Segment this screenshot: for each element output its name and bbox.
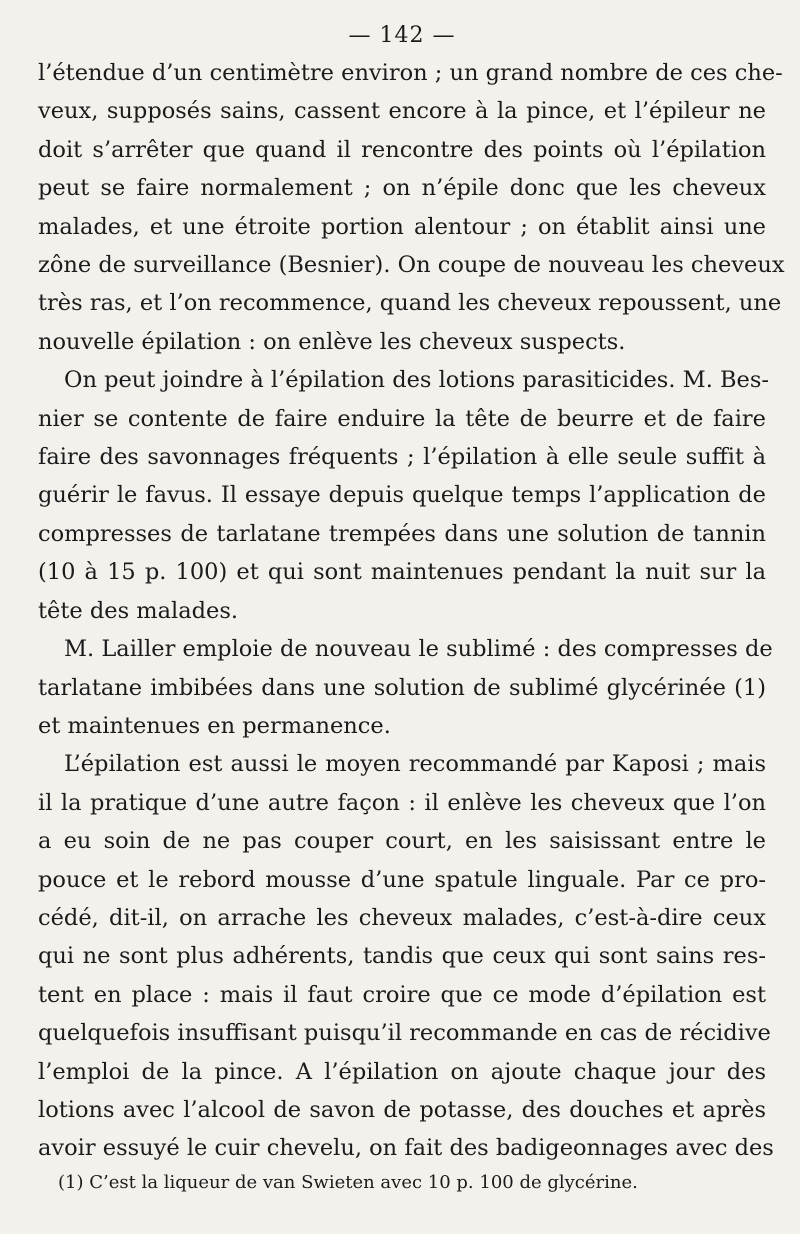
text-line: doit s’arrêter que quand il rencontre des points où l’épilation — [38, 136, 766, 163]
text-line: veux, supposés sains, cassent encore à la pince, et l’épileur ne — [38, 98, 766, 125]
text-line: tête des malades. — [38, 597, 239, 624]
text-line: malades, et une étroite portion alentour ; on établit ainsi une — [38, 213, 766, 240]
text-line: l’emploi de la pince. A l’épilation on ajoute chaque jour des — [38, 1058, 766, 1085]
text-line: faire des savonnages fréquents ; l’épilation à elle seule suffit à — [38, 444, 766, 471]
text-line: L’épilation est aussi le moyen recommandé par Kaposi ; mais — [64, 751, 766, 778]
text-line: qui ne sont plus adhérents, tandis que ceux qui sont sains res- — [38, 943, 766, 970]
paragraph — [38, 54, 785, 361]
text-line: a eu soin de ne pas couper court, en les saisissant entre le — [38, 828, 766, 855]
text-line: pouce et le rebord mousse d’une spatule linguale. Par ce pro- — [38, 866, 766, 893]
text-line: nier se contente de faire enduire la tête de beurre et de faire — [38, 405, 766, 432]
paragraph — [38, 630, 773, 745]
text-line: tarlatane imbibées dans une solution de sublimé glycérinée (1) — [38, 674, 766, 701]
text-line: peut se faire normalement ; on n’épile donc que les cheveux — [38, 175, 766, 202]
paragraph — [38, 745, 774, 1167]
text-line: l’étendue d’un centimètre environ ; un grand nombre de ces che- — [38, 60, 783, 86]
text-line: compresses de tarlatane trempées dans une solution de tannin — [38, 520, 766, 547]
paragraph — [38, 361, 770, 630]
text-line: avoir essuyé le cuir chevelu, on fait des badigeonnages avec des — [38, 1135, 774, 1162]
text-line: M. Lailler emploie de nouveau le sublimé : des compresses de — [64, 636, 773, 663]
text-line: nouvelle épilation : on enlève les cheveux suspects. — [38, 328, 626, 355]
text-line: tent en place : mais il faut croire que ce mode d’épilation est — [38, 981, 766, 1008]
text-line: zône de surveillance (Besnier). On coupe de nouveau les cheveux — [38, 252, 785, 279]
footnote: (1) C’est la liqueur de van Swieten avec 10 p. 100 de glycérine. — [58, 1171, 638, 1193]
text-line: On peut joindre à l’épilation des lotions parasiticides. M. Bes- — [64, 367, 770, 394]
text-line: très ras, et l’on recommence, quand les cheveux repoussent, une — [38, 290, 782, 317]
text-line: et maintenues en permanence. — [38, 712, 391, 739]
text-line: quelquefois insuffisant puisqu’il recommande en cas de récidive — [38, 1020, 771, 1047]
text-line: lotions avec l’alcool de savon de potasse, des douches et après — [38, 1096, 766, 1123]
text-line: cédé, dit-il, on arrache les cheveux malades, c’est-à-dire ceux — [38, 904, 766, 931]
text-line: il la pratique d’une autre façon : il enlève les cheveux que l’on — [38, 789, 766, 816]
text-line: (10 à 15 p. 100) et qui sont maintenues pendant la nuit sur la — [38, 559, 766, 586]
page-number: — 142 — — [348, 23, 456, 48]
text-line: guérir le favus. Il essaye depuis quelque temps l’application de — [38, 482, 766, 509]
